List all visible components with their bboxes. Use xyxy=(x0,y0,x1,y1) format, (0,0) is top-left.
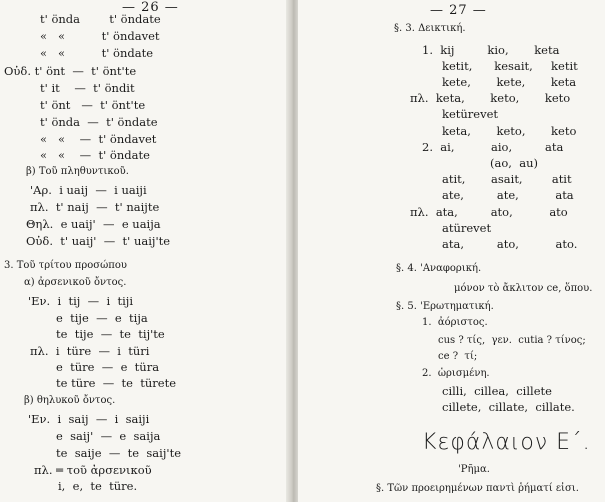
text-line: « « — t' öndate xyxy=(40,148,150,162)
text-line: « « — t' öndavet xyxy=(40,132,157,146)
chapter-title: Κεφάλαιον Ε΄. xyxy=(422,430,591,455)
page-number: — 26 — xyxy=(122,0,179,15)
text-line: 'Εν. i saij — i saiji xyxy=(28,412,150,426)
text-line: 2. ai, aio, ata xyxy=(422,140,564,154)
text-line: keta, keto, keto xyxy=(442,124,577,138)
text-line: ata, ato, ato. xyxy=(442,237,578,251)
text-line: Οὐδ. t' önt — t' önt'te xyxy=(4,64,137,78)
text-line: « « t' öndavet xyxy=(40,29,160,43)
text-line: ketürevet xyxy=(442,107,499,121)
text-line: te tije — te tij'te xyxy=(56,327,165,341)
text-line: atit, asait, atit xyxy=(442,172,572,186)
text-line: πλ. t' naij — t' naijte xyxy=(30,200,160,214)
text-line: i, e, te türe. xyxy=(58,479,138,493)
text-line: ate, ate, ata xyxy=(442,188,574,202)
text-line: t' önt — t' önt'te xyxy=(40,98,146,112)
page-number: — 27 — xyxy=(430,3,487,18)
text-line: Οὐδ. t' uaij' — t' uaij'te xyxy=(26,234,171,248)
text-line: t' önda — t' öndate xyxy=(40,115,158,129)
text-line: ketit, kesait, ketit xyxy=(442,59,578,73)
section-heading: §. 3. Δεικτική. xyxy=(394,23,466,34)
text-line: t' it — t' öndit xyxy=(40,81,135,95)
text-line: atürevet xyxy=(442,221,492,235)
text-line: cus ? τίς, γεν. cutia ? τίνος; xyxy=(438,335,586,346)
text-line: t' önda t' öndate xyxy=(40,12,161,26)
text-line: μόνον τὸ ἄκλιτον ce, ὅπου. xyxy=(454,283,593,294)
text-line: ce ? τί; xyxy=(438,351,478,362)
text-line: e türe — e türa xyxy=(56,360,160,374)
text-line: e tije — e tija xyxy=(56,311,148,325)
chapter-subtitle: 'Ρῆμα. xyxy=(458,464,490,475)
text-line: πλ. ═ τοῦ ἀρσενικοῦ xyxy=(34,463,152,477)
text-line: 'Εν. i tij — i tiji xyxy=(28,294,134,308)
text-line: πλ. i türe — i türi xyxy=(30,344,150,358)
text-line: cillete, cillate, cillate. xyxy=(442,400,575,414)
text-line: Θηλ. e uaij' — e uaija xyxy=(26,217,161,231)
section-heading: 3. Τοῦ τρίτου προσώπου xyxy=(4,260,127,271)
subsection-heading: 1. ἀόριστος. xyxy=(422,317,488,328)
text-line: (ao, au) xyxy=(490,156,538,170)
section-heading: β) Τοῦ πληθυντικοῦ. xyxy=(26,166,129,177)
text-line: 'Αρ. i uaij — i uaiji xyxy=(30,183,147,197)
right-page xyxy=(298,0,605,502)
text-line: « « t' öndate xyxy=(40,46,154,60)
text-line: te türe — te türete xyxy=(56,376,177,390)
subsection-heading: α) ἀρσενικοῦ ὄντος. xyxy=(24,277,127,288)
text-line: cilli, cillea, cillete xyxy=(442,384,552,398)
text-line: te saije — te saij'te xyxy=(56,446,181,460)
text-line: e saij' — e saija xyxy=(56,429,161,443)
subsection-heading: 2. ὡρισμένη. xyxy=(422,368,490,379)
text-line: πλ. ata, ato, ato xyxy=(410,205,568,219)
subsection-heading: β) θηλυκοῦ ὄντος. xyxy=(24,395,116,406)
text-line: kete, kete, keta xyxy=(442,75,577,89)
section-heading: §. 5. 'Ερωτηματική. xyxy=(396,301,494,312)
left-page xyxy=(0,0,288,502)
section-heading: §. 4. 'Αναφορική. xyxy=(396,263,482,274)
text-line: §. Τῶν προειρημένων παντὶ ῥήματί εἰσι. xyxy=(376,483,579,494)
text-line: 1. kij kio, keta xyxy=(422,43,560,57)
text-line: πλ. keta, keto, keto xyxy=(410,91,571,105)
